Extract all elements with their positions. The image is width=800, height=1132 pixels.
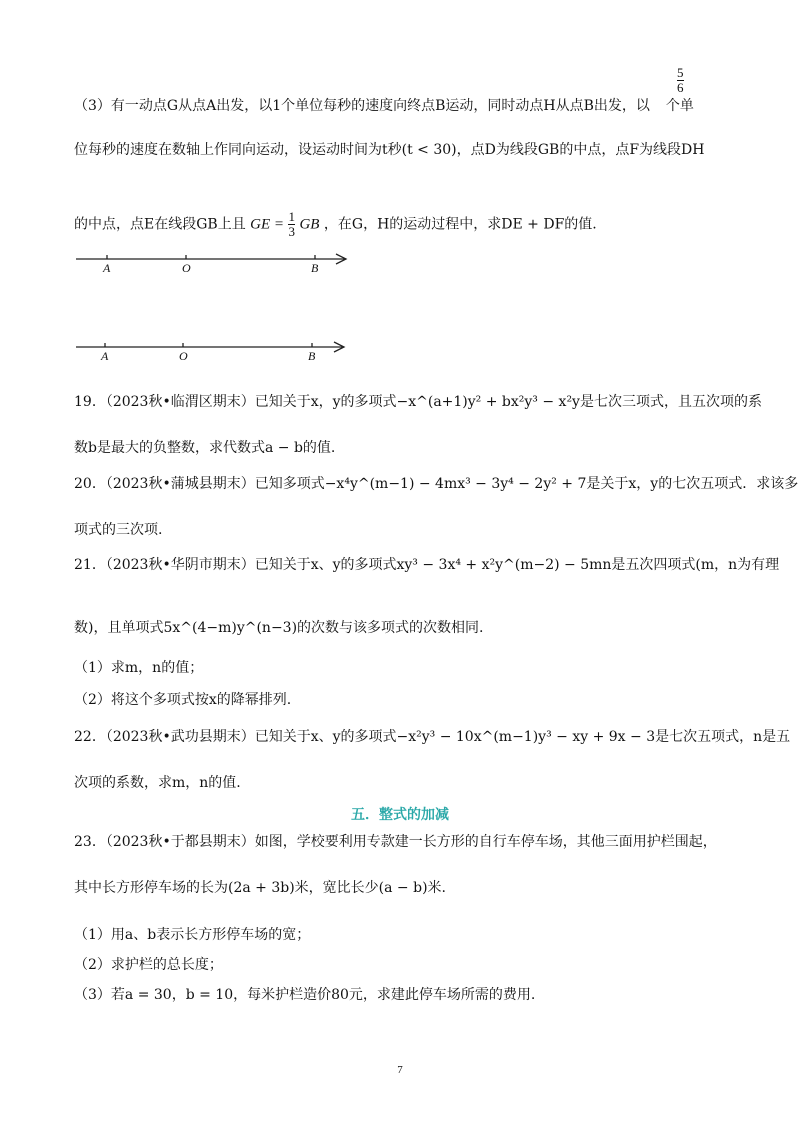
q23-line1: 23．（2023秋•于都县期末）如图，学校要利用专款建一长方形的自行车停车场，其他三面用护栏围起， <box>74 834 717 850</box>
number-line-1-label-b: B <box>311 261 319 275</box>
fraction-five-sixths <box>677 66 707 95</box>
q20-line1: 20．（2023秋•蒲城县期末）已知多项式−x⁴y^(m−1) − 4mx³ − 3y⁴ − 2y² + 7是关于x，y的七次五项式．求该多 <box>74 476 799 492</box>
number-line-1-label-a: A <box>103 261 111 275</box>
formula-ge-left: GE = <box>250 216 285 233</box>
q23-sub1: （1）用a、b表示长方形停车场的宽； <box>74 927 311 943</box>
q21-sub1: （1）求m，n的值； <box>74 660 204 676</box>
q23-sub3: （3）若a = 30，b = 10，每米护栏造价80元，求建此停车场所需的费用. <box>74 987 536 1003</box>
q21-sub2: （2）将这个多项式按x的降幂排列. <box>74 692 292 708</box>
fraction-one-third <box>288 210 295 239</box>
q18-part3-line1-end: 个单 <box>665 98 694 114</box>
fraction-numerator: 5 <box>677 65 684 80</box>
q22-line1: 22．（2023秋•武功县期末）已知关于x、y的多项式−x²y³ − 10x^(m−1)y³ − xy + 9x − 3是七次五项式，n是五 <box>74 729 791 745</box>
q18-part3-line3-a: 的中点，点E在线段GB上且 <box>74 216 246 233</box>
formula-gb-right: GB <box>299 216 320 233</box>
number-line-1 <box>74 250 364 280</box>
q21-line2: 数)，且单项式5x^(4−m)y^(n−3)的次数与该多项式的次数相同. <box>74 620 484 636</box>
q19-line1: 19．（2023秋•临渭区期末）已知关于x，y的多项式−x^(a+1)y² + bx²y³ − x²y是七次三项式，且五次项的系 <box>74 394 762 410</box>
fraction-denominator: 3 <box>288 224 295 239</box>
number-line-2-label-a: A <box>101 349 109 363</box>
section-title: 五．整式的加减 <box>351 807 449 823</box>
q19-line2: 数b是最大的负整数，求代数式a − b的值. <box>74 440 336 456</box>
q18-part3-line3-b: ，在G，H的运动过程中，求DE + DF的值. <box>323 216 597 233</box>
q21-line1: 21．（2023秋•华阴市期末）已知关于x、y的多项式xy³ − 3x⁴ + x²y^(m−2) − 5mn是五次四项式(m，n为有理 <box>74 557 780 573</box>
number-line-1-label-o: O <box>182 261 191 275</box>
q22-line2: 次项的系数，求m，n的值. <box>74 775 241 791</box>
q18-part3-line1-text: （3）有一动点G从点A出发，以1个单位每秒的速度向终点B运动，同时动点H从点B出发，以 <box>74 98 650 114</box>
q18-part3-line3 <box>74 210 740 239</box>
fraction-numerator: 1 <box>288 209 295 224</box>
q18-part3-line2: 位每秒的速度在数轴上作同向运动，设运动时间为t秒(t < 30)，点D为线段GB的中点，点F为线段DH <box>74 142 705 158</box>
fraction-denominator: 6 <box>677 80 684 95</box>
number-line-2-label-o: O <box>179 349 188 363</box>
q23-line2: 其中长方形停车场的长为(2a + 3b)米，宽比长少(a − b)米. <box>74 880 446 896</box>
q23-sub2: （2）求护栏的总长度； <box>74 957 223 973</box>
number-line-2-label-b: B <box>308 349 316 363</box>
q18-part3-line1 <box>74 96 740 116</box>
page-number: 7 <box>397 1064 403 1076</box>
q20-line2: 项式的三次项. <box>74 522 163 538</box>
number-line-2 <box>74 338 364 368</box>
